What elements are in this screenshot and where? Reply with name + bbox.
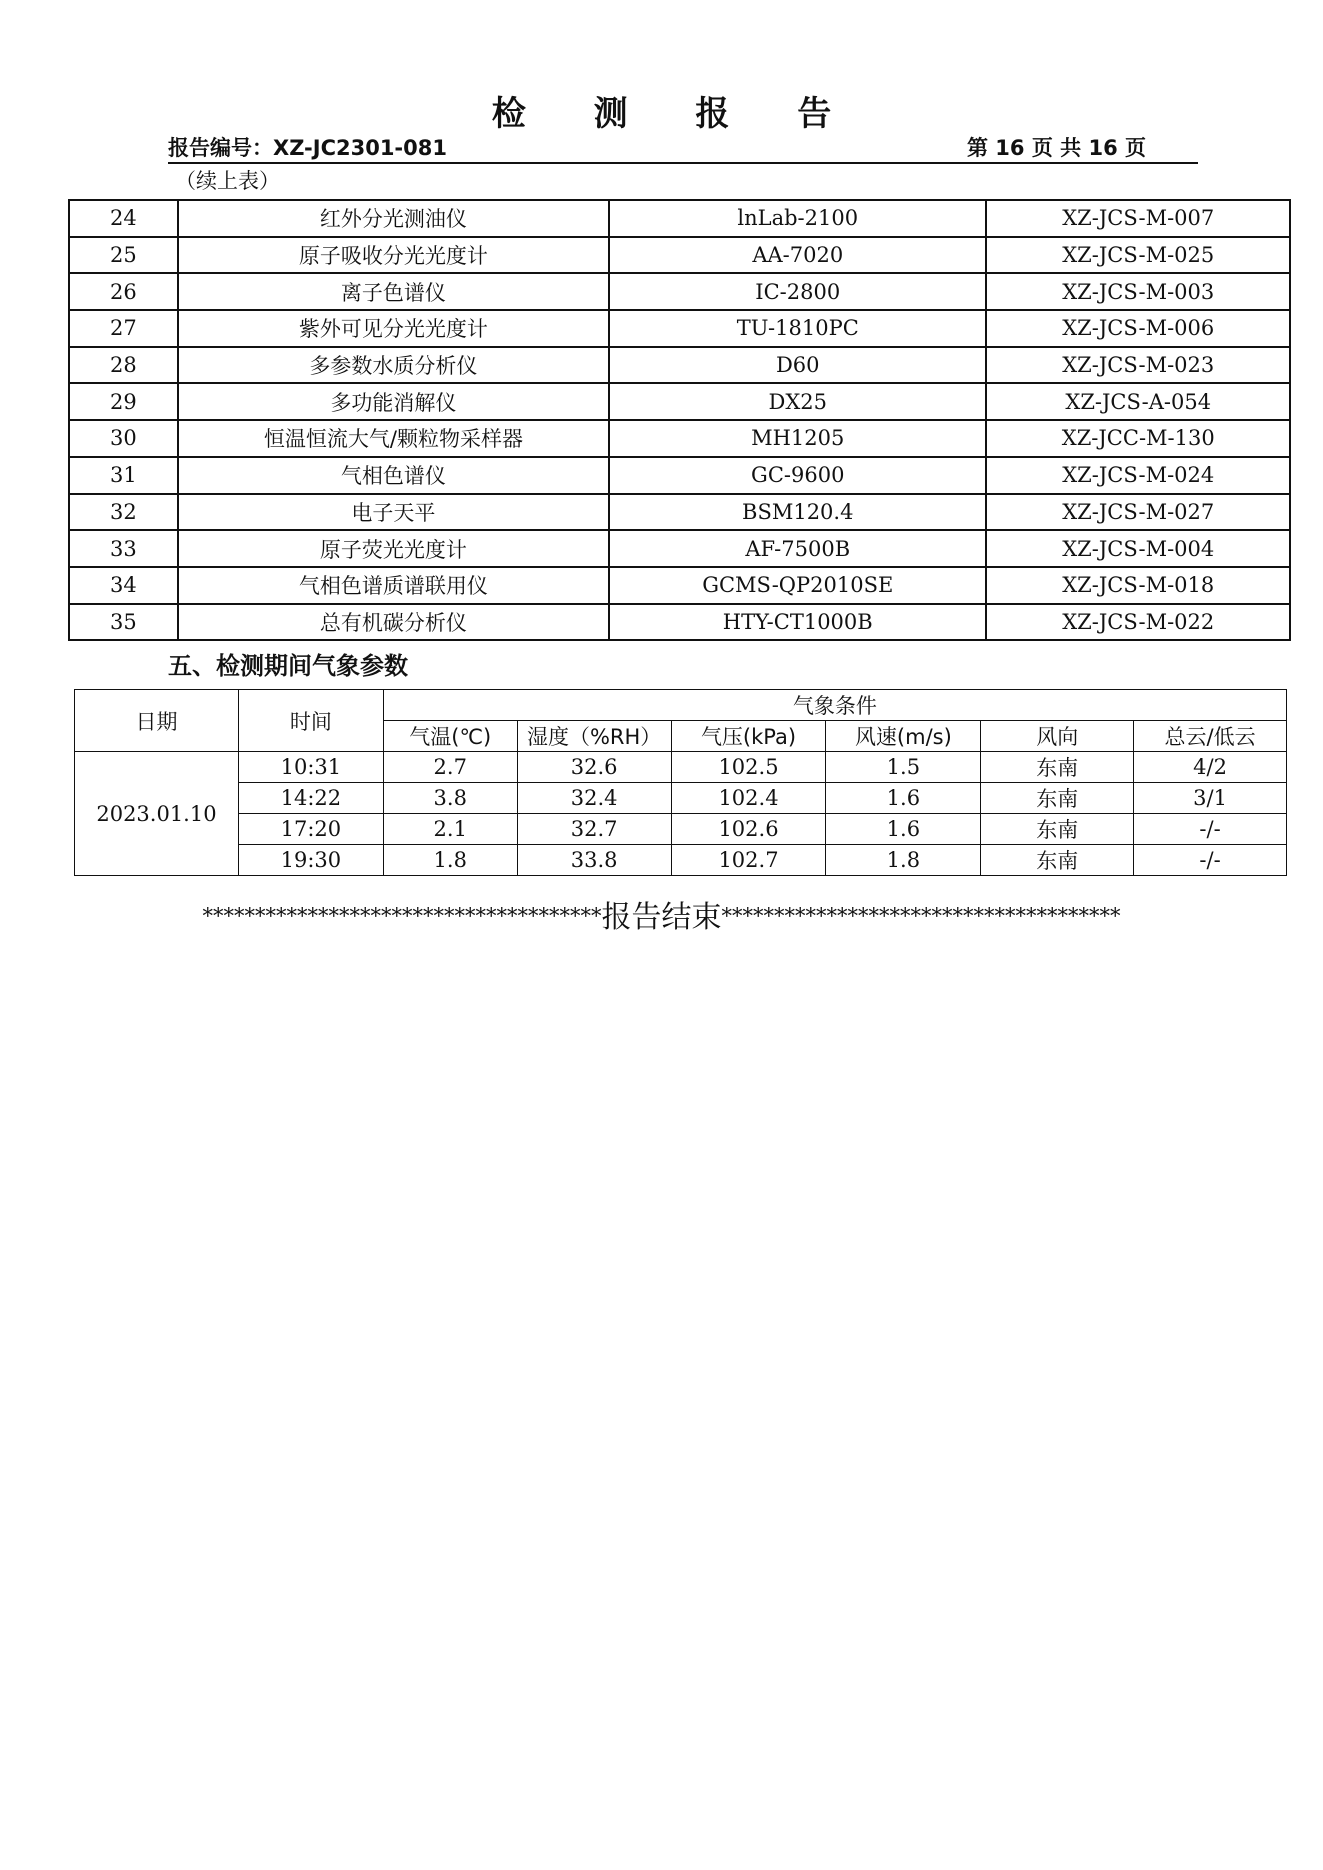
instrument-name: 气相色谱仪 <box>178 457 609 494</box>
instrument-code: XZ-JCS-M-006 <box>986 310 1290 347</box>
instrument-name: 电子天平 <box>178 494 609 531</box>
weather-cloud: 4/2 <box>1134 752 1287 783</box>
weather-temp: 1.8 <box>383 845 517 876</box>
instrument-code: XZ-JCS-M-025 <box>986 237 1290 274</box>
row-number: 26 <box>69 273 178 310</box>
table-row <box>75 845 1287 876</box>
header-wind-direction: 风向 <box>981 721 1134 752</box>
header-cloud: 总云/低云 <box>1134 721 1287 752</box>
table-row <box>69 273 1290 310</box>
page-number: 第 16 页 共 16 页 <box>966 136 1146 160</box>
table-row <box>69 567 1290 604</box>
row-number: 27 <box>69 310 178 347</box>
instrument-name: 红外分光测油仪 <box>178 200 609 237</box>
end-stars-right: ************************************** <box>721 904 1121 928</box>
report-number: 报告编号：XZ-JC2301-081 <box>168 136 447 160</box>
instrument-model: IC-2800 <box>609 273 986 310</box>
instrument-code: XZ-JCS-A-054 <box>986 383 1290 420</box>
instrument-name: 恒温恒流大气/颗粒物采样器 <box>178 420 609 457</box>
instrument-code: XZ-JCS-M-027 <box>986 494 1290 531</box>
header-wind-speed: 风速(m/s) <box>826 721 981 752</box>
weather-humidity: 32.4 <box>517 783 671 814</box>
instrument-model: DX25 <box>609 383 986 420</box>
instrument-code: XZ-JCS-M-007 <box>986 200 1290 237</box>
header-date: 日期 <box>75 690 239 752</box>
weather-time: 14:22 <box>238 783 383 814</box>
table-row <box>69 494 1290 531</box>
weather-time: 19:30 <box>238 845 383 876</box>
instrument-model: GC-9600 <box>609 457 986 494</box>
report-header <box>168 132 1198 164</box>
weather-temp: 3.8 <box>383 783 517 814</box>
row-number: 35 <box>69 604 178 641</box>
weather-temp: 2.7 <box>383 752 517 783</box>
instrument-model: TU-1810PC <box>609 310 986 347</box>
table-row <box>69 383 1290 420</box>
row-number: 31 <box>69 457 178 494</box>
instrument-name: 多参数水质分析仪 <box>178 347 609 384</box>
weather-cloud: -/- <box>1134 814 1287 845</box>
weather-wind-speed: 1.8 <box>826 845 981 876</box>
weather-wind-direction: 东南 <box>981 752 1134 783</box>
end-stars-left: ************************************** <box>202 904 602 928</box>
weather-wind-direction: 东南 <box>981 783 1134 814</box>
table-row <box>69 420 1290 457</box>
instrument-code: XZ-JCS-M-018 <box>986 567 1290 604</box>
instrument-name: 离子色谱仪 <box>178 273 609 310</box>
report-end <box>0 892 1323 936</box>
weather-cloud: 3/1 <box>1134 783 1287 814</box>
instrument-code: XZ-JCC-M-130 <box>986 420 1290 457</box>
row-number: 33 <box>69 530 178 567</box>
instrument-code: XZ-JCS-M-004 <box>986 530 1290 567</box>
weather-wind-direction: 东南 <box>981 814 1134 845</box>
weather-wind-speed: 1.5 <box>826 752 981 783</box>
weather-pressure: 102.6 <box>671 814 826 845</box>
weather-table <box>74 689 1287 876</box>
table-row <box>69 457 1290 494</box>
instrument-model: AF-7500B <box>609 530 986 567</box>
weather-humidity: 33.8 <box>517 845 671 876</box>
header-pressure: 气压(kPa) <box>671 721 826 752</box>
row-number: 30 <box>69 420 178 457</box>
header-temp: 气温(℃) <box>383 721 517 752</box>
equipment-table <box>68 199 1291 641</box>
table-row <box>69 237 1290 274</box>
instrument-name: 原子荧光光度计 <box>178 530 609 567</box>
weather-pressure: 102.7 <box>671 845 826 876</box>
instrument-model: AA-7020 <box>609 237 986 274</box>
table-row <box>75 783 1287 814</box>
weather-pressure: 102.4 <box>671 783 826 814</box>
weather-cloud: -/- <box>1134 845 1287 876</box>
header-humidity: 湿度（%RH） <box>517 721 671 752</box>
table-row <box>69 604 1290 641</box>
instrument-model: HTY-CT1000B <box>609 604 986 641</box>
instrument-model: BSM120.4 <box>609 494 986 531</box>
row-number: 32 <box>69 494 178 531</box>
end-text: 报告结束 <box>601 900 722 935</box>
header-conditions: 气象条件 <box>383 690 1286 721</box>
weather-wind-direction: 东南 <box>981 845 1134 876</box>
table-row <box>75 752 1287 783</box>
weather-time: 17:20 <box>238 814 383 845</box>
weather-pressure: 102.5 <box>671 752 826 783</box>
instrument-model: GCMS-QP2010SE <box>609 567 986 604</box>
header-time: 时间 <box>238 690 383 752</box>
table-row <box>69 530 1290 567</box>
page-title: 检 测 报 告 <box>491 94 860 134</box>
instrument-code: XZ-JCS-M-003 <box>986 273 1290 310</box>
weather-wind-speed: 1.6 <box>826 783 981 814</box>
weather-humidity: 32.7 <box>517 814 671 845</box>
instrument-code: XZ-JCS-M-023 <box>986 347 1290 384</box>
weather-humidity: 32.6 <box>517 752 671 783</box>
row-number: 28 <box>69 347 178 384</box>
weather-temp: 2.1 <box>383 814 517 845</box>
instrument-model: MH1205 <box>609 420 986 457</box>
row-number: 25 <box>69 237 178 274</box>
section-title: 五、检测期间气象参数 <box>168 652 408 680</box>
table-row <box>69 310 1290 347</box>
instrument-code: XZ-JCS-M-024 <box>986 457 1290 494</box>
row-number: 34 <box>69 567 178 604</box>
instrument-code: XZ-JCS-M-022 <box>986 604 1290 641</box>
instrument-name: 紫外可见分光光度计 <box>178 310 609 347</box>
row-number: 29 <box>69 383 178 420</box>
table-row <box>69 200 1290 237</box>
row-number: 24 <box>69 200 178 237</box>
continued-note: （续上表） <box>175 169 280 193</box>
weather-wind-speed: 1.6 <box>826 814 981 845</box>
table-row <box>75 814 1287 845</box>
weather-time: 10:31 <box>238 752 383 783</box>
table-row <box>69 347 1290 384</box>
instrument-model: lnLab-2100 <box>609 200 986 237</box>
instrument-model: D60 <box>609 347 986 384</box>
instrument-name: 多功能消解仪 <box>178 383 609 420</box>
weather-date: 2023.01.10 <box>75 752 239 876</box>
instrument-name: 气相色谱质谱联用仪 <box>178 567 609 604</box>
instrument-name: 总有机碳分析仪 <box>178 604 609 641</box>
instrument-name: 原子吸收分光光度计 <box>178 237 609 274</box>
